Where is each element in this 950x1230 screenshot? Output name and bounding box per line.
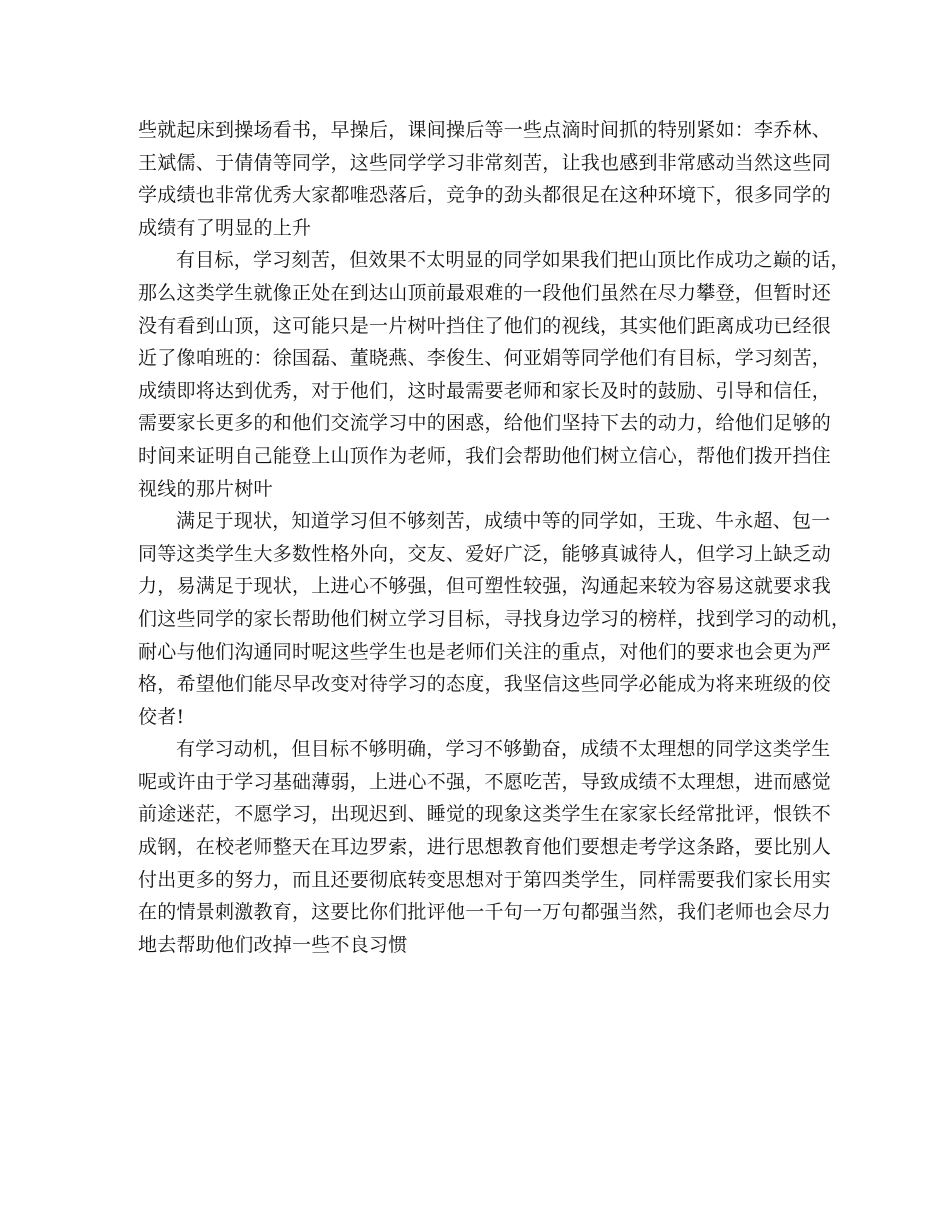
document-body [138, 114, 851, 961]
text-line: 力，易满足于现状，上进心不够强，但可塑性较强，沟通起来较为容易这就要求我 [138, 575, 832, 598]
text-line: 前途迷茫，不愿学习，出现迟到、睡觉的现象这类学生在家家长经常批评，恨铁不 [138, 803, 832, 826]
text-line: 需要家长更多的和他们交流学习中的困惑，给他们坚持下去的动力，给他们足够的 [138, 412, 832, 435]
paragraph-3 [138, 505, 851, 733]
text-line: 没有看到山顶，这可能只是一片树叶挡住了他们的视线，其实他们距离成功已经很 [138, 314, 832, 337]
text-line: 有学习动机，但目标不够明确，学习不够勤奋，成绩不太理想的同学这类学生 [176, 738, 831, 761]
text-line: 付出更多的努力，而且还要彻底转变思想对于第四类学生，同样需要我们家长用实 [138, 868, 832, 891]
text-line: 学成绩也非常优秀大家都唯恐落后，竞争的劲头都很足在这种环境下，很多同学的 [138, 184, 832, 207]
text-line: 格，希望他们能尽早改变对待学习的态度，我坚信这些同学必能成为将来班级的佼 [138, 673, 832, 696]
text-line: 王斌儒、于倩倩等同学，这些同学学习非常刻苦，让我也感到非常感动当然这些同 [138, 151, 832, 174]
text-line: 呢或许由于学习基础薄弱，上进心不强，不愿吃苦，导致成绩不太理想，进而感觉 [138, 770, 832, 793]
text-line: 成绩有了明显的上升 [138, 216, 312, 239]
text-line: 满足于现状，知道学习但不够刻苦，成绩中等的同学如，王珑、牛永超、包一 [176, 510, 831, 533]
text-line: 佼者! [138, 705, 185, 728]
text-line: 成钢，在校老师整天在耳边罗索，进行思想教育他们要想走考学这条路，要比别人 [138, 836, 832, 859]
text-line: 同等这类学生大多数性格外向，交友、爱好广泛，能够真诚待人，但学习上缺乏动 [138, 542, 832, 565]
paragraph-1 [138, 114, 832, 244]
text-line: 有目标，学习刻苦，但效果不太明显的同学如果我们把山顶比作成功之巅的话， [176, 249, 850, 272]
text-line: 些就起床到操场看书，早操后，课间操后等一些点滴时间抓的特别紧如：李乔林、 [138, 119, 832, 141]
paragraph-2 [138, 244, 850, 505]
text-line: 地去帮助他们改掉一些不良习惯 [138, 933, 408, 956]
text-line: 成绩即将达到优秀，对于他们，这时最需要老师和家长及时的鼓励、引导和信任， [138, 379, 832, 402]
text-line: 在的情景刺激教育，这要比你们批评他一千句一万句都强当然，我们老师也会尽力 [138, 901, 832, 924]
paragraph-4 [138, 733, 832, 961]
text-line: 近了像咱班的：徐国磊、董晓燕、李俊生、何亚娟等同学他们有目标，学习刻苦， [138, 347, 832, 370]
text-line: 时间来证明自己能登上山顶作为老师，我们会帮助他们树立信心，帮他们拨开挡住 [138, 444, 832, 467]
text-line: 那么这类学生就像正处在到达山顶前最艰难的一段他们虽然在尽力攀登，但暂时还 [138, 281, 832, 304]
text-line: 视线的那片树叶 [138, 477, 273, 500]
text-line: 耐心与他们沟通同时呢这些学生也是老师们关注的重点，对他们的要求也会更为严 [138, 640, 832, 663]
text-line: 们这些同学的家长帮助他们树立学习目标，寻找身边学习的榜样，找到学习的动机， [138, 607, 851, 630]
